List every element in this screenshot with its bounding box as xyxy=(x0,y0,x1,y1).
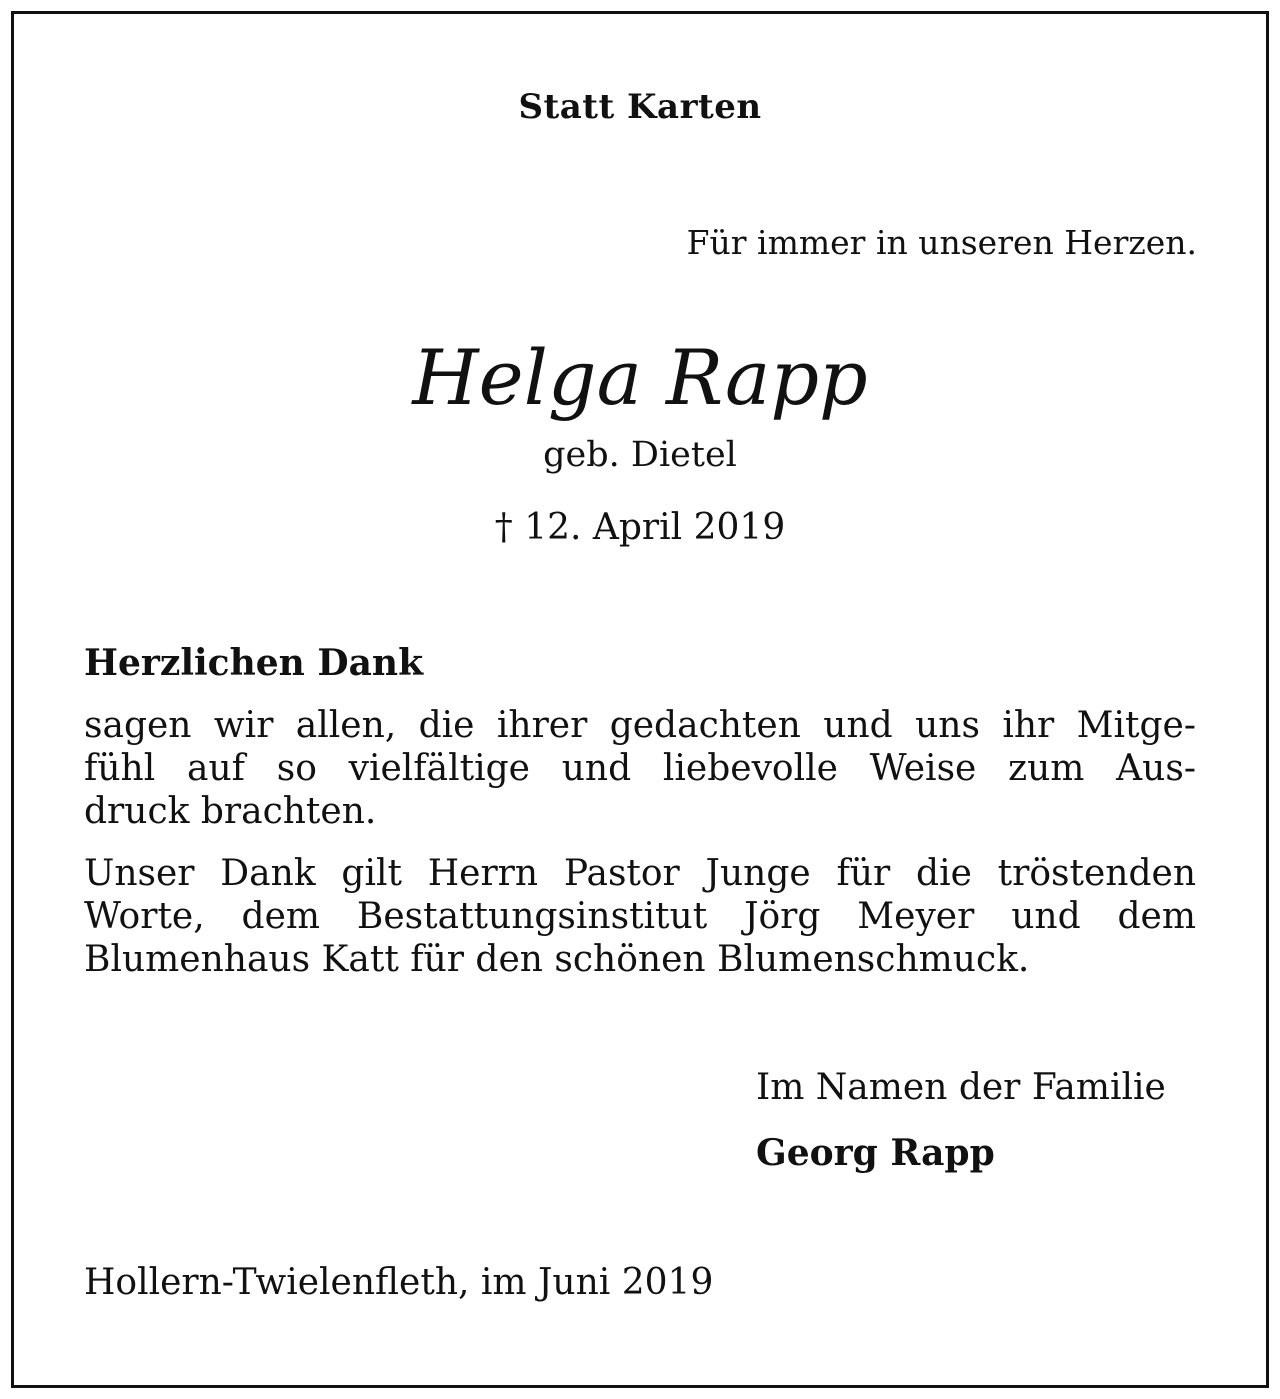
thanks-title: Herzlichen Dank xyxy=(84,642,424,684)
notice-motto: Für immer in unseren Herzen. xyxy=(686,223,1197,262)
closing-line: Im Namen der Familie xyxy=(756,1067,1166,1108)
signer-name: Georg Rapp xyxy=(756,1132,995,1174)
paragraph-line: Blumenhaus Katt für den schönen Blumenschmuck. xyxy=(84,939,1030,980)
paragraph-line: Worte, dem Bestattungsinstitut Jörg Meyer und dem xyxy=(84,896,1196,937)
notice-border xyxy=(11,11,1269,1388)
paragraph-line: Unser Dank gilt Herrn Pastor Junge für die tröstenden xyxy=(84,853,1196,894)
thanks-paragraph xyxy=(84,704,1196,833)
paragraph-line: druck brachten. xyxy=(84,791,377,832)
paragraph-line: sagen wir allen, die ihrer gedachten und uns ihr Mitge- xyxy=(84,705,1196,746)
deceased-name: Helga Rapp xyxy=(412,333,868,422)
death-date: † 12. April 2019 xyxy=(494,507,786,548)
place-and-date: Hollern-Twielenfleth, im Juni 2019 xyxy=(84,1262,714,1303)
gratitude-paragraph xyxy=(84,852,1196,981)
notice-heading: Statt Karten xyxy=(518,87,762,127)
birth-name: geb. Dietel xyxy=(543,435,737,475)
paragraph-line: fühl auf so vielfältige und liebevolle Weise zum Aus- xyxy=(84,748,1196,789)
